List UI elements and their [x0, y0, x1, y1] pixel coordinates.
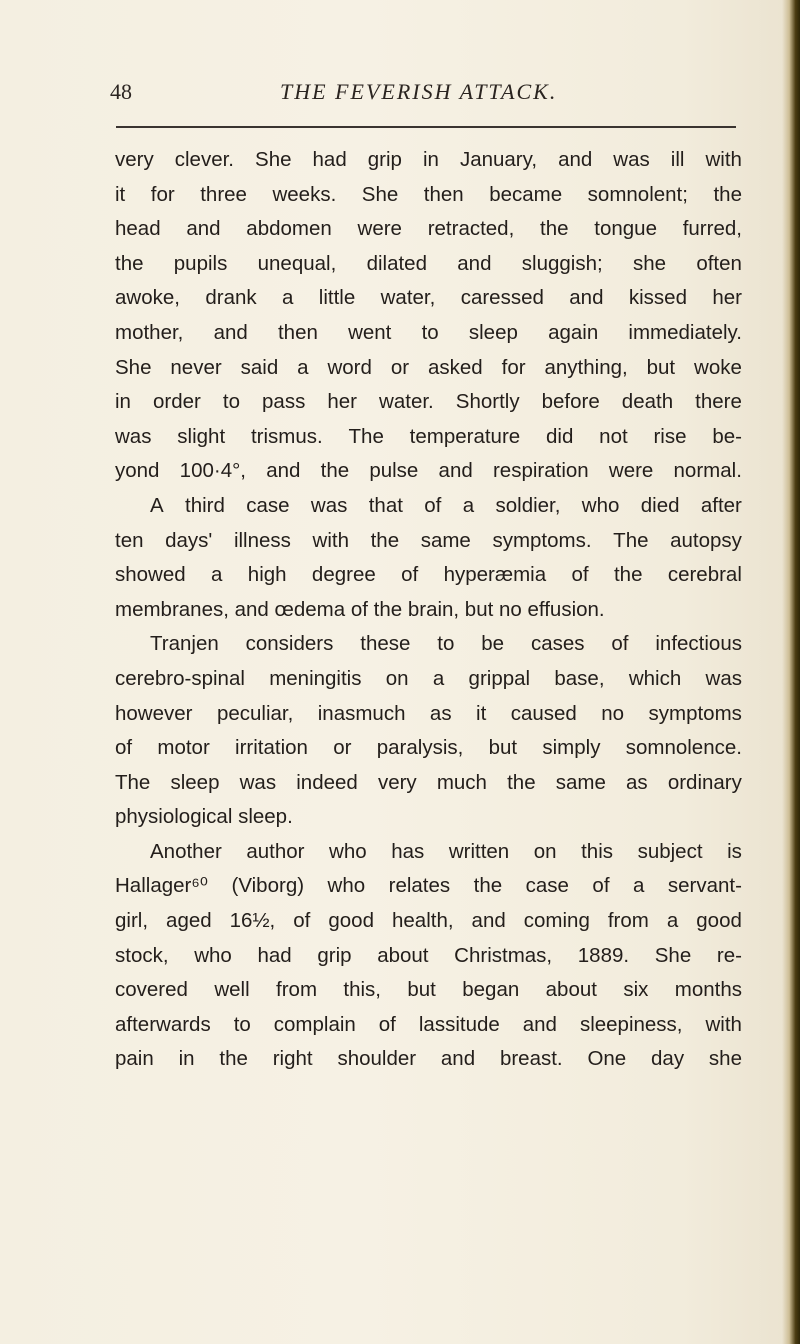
- text-line: The sleep was indeed very much the same as ordinary: [115, 770, 742, 794]
- text-line: She never said a word or asked for anything, but woke: [115, 355, 742, 379]
- text-line: however peculiar, inasmuch as it caused no symptoms: [115, 701, 742, 725]
- text-line: physiological sleep.: [115, 805, 293, 829]
- text-line: mother, and then went to sleep again immediately.: [115, 320, 742, 344]
- text-line: Another author who has written on this subject is: [150, 839, 742, 863]
- text-line: stock, who had grip about Christmas, 1889. She re-: [115, 943, 742, 967]
- page-header: [110, 78, 750, 112]
- text-line: ten days' illness with the same symptoms. The autopsy: [115, 528, 742, 552]
- text-line: of motor irritation or paralysis, but simply somnolence.: [115, 736, 742, 760]
- text-line: it for three weeks. She then became somnolent; the: [115, 182, 742, 206]
- page-edge-shadow: [782, 0, 800, 1344]
- text-line: very clever. She had grip in January, and was ill with: [115, 148, 742, 171]
- text-line: cerebro-spinal meningitis on a grippal base, which was: [115, 666, 742, 690]
- header-rule: [116, 126, 736, 128]
- body-text: [115, 143, 742, 1077]
- text-line: Hallager⁶⁰ (Viborg) who relates the case of a servant-: [115, 874, 742, 898]
- text-line: in order to pass her water. Shortly before death there: [115, 390, 742, 414]
- text-line: pain in the right shoulder and breast. One day she: [115, 1047, 742, 1071]
- text-line: Tranjen considers these to be cases of infectious: [150, 632, 742, 656]
- text-line: the pupils unequal, dilated and sluggish; she often: [115, 251, 742, 275]
- page-number: 48: [110, 79, 132, 104]
- text-line: head and abdomen were retracted, the tongue furred,: [115, 217, 742, 241]
- text-line: awoke, drank a little water, caressed and kissed her: [115, 286, 742, 310]
- text-line: afterwards to complain of lassitude and sleepiness, with: [115, 1012, 742, 1036]
- text-line: membranes, and œdema of the brain, but no effusion.: [115, 597, 605, 621]
- text-line: showed a high degree of hyperæmia of the cerebral: [115, 563, 742, 587]
- running-head: THE FEVERISH ATTACK.: [280, 79, 558, 104]
- text-line: A third case was that of a soldier, who died after: [150, 493, 742, 517]
- text-line: covered well from this, but began about six months: [115, 978, 742, 1002]
- text-line: girl, aged 16½, of good health, and coming from a good: [115, 909, 742, 933]
- text-line: yond 100·4°, and the pulse and respiration were normal.: [115, 459, 742, 483]
- text-line: was slight trismus. The temperature did not rise be-: [115, 424, 742, 448]
